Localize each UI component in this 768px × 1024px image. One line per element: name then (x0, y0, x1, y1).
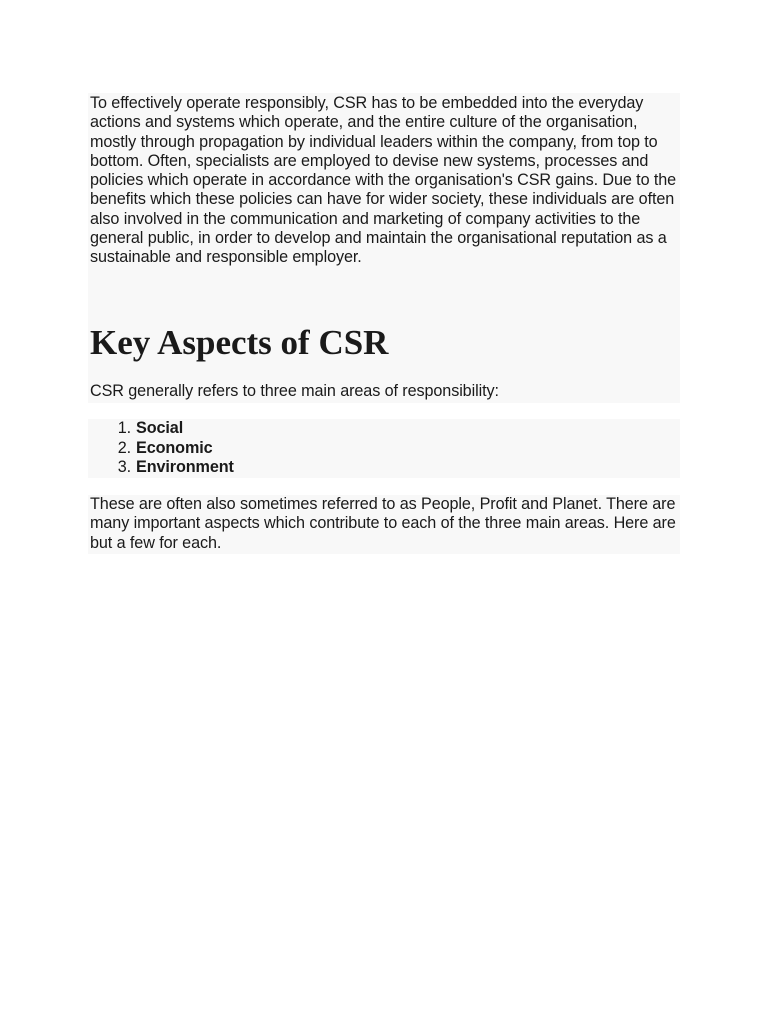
paragraph-csr-embedding: To effectively operate responsibly, CSR has to be embedded into the everyday actions and systems which operate, and the entire culture of the organisation, mostly through propagation by individual leaders within the company, from top to bottom. Often, specialists are employed to devise new systems, processes and policies which operate in accordance with the organisation's CSR gains. Due to the benefits which these policies can have for wider society, these individuals are often also involved in the communication and marketing of company activities to the general public, in order to develop and maintain the organisational reputation as a sustainable and responsible employer. (90, 94, 677, 267)
section-heading: Key Aspects of CSR (90, 323, 389, 362)
list-label: Social (136, 419, 184, 437)
list-item-environment (110, 458, 234, 478)
areas-list-block (88, 419, 680, 478)
paragraph-people-profit-planet: These are often also sometimes referred to as People, Profit and Planet. There are many important aspects which contribute to each of the three main areas. Here are but a few for each. (90, 495, 676, 552)
list-number: 1. (117, 419, 131, 437)
list-item-social (110, 419, 234, 439)
list-number: 3. (117, 458, 131, 476)
heading-block (88, 303, 680, 403)
list-item-economic (110, 439, 234, 459)
list-number: 2. (117, 438, 131, 457)
list-label: Environment (136, 458, 234, 476)
areas-intro-text: CSR generally refers to three main areas of responsibility: (90, 382, 499, 400)
list-label: Economic (136, 438, 213, 457)
people-profit-planet-block (88, 495, 680, 554)
intro-paragraph-block (88, 93, 680, 303)
areas-list (110, 419, 234, 478)
